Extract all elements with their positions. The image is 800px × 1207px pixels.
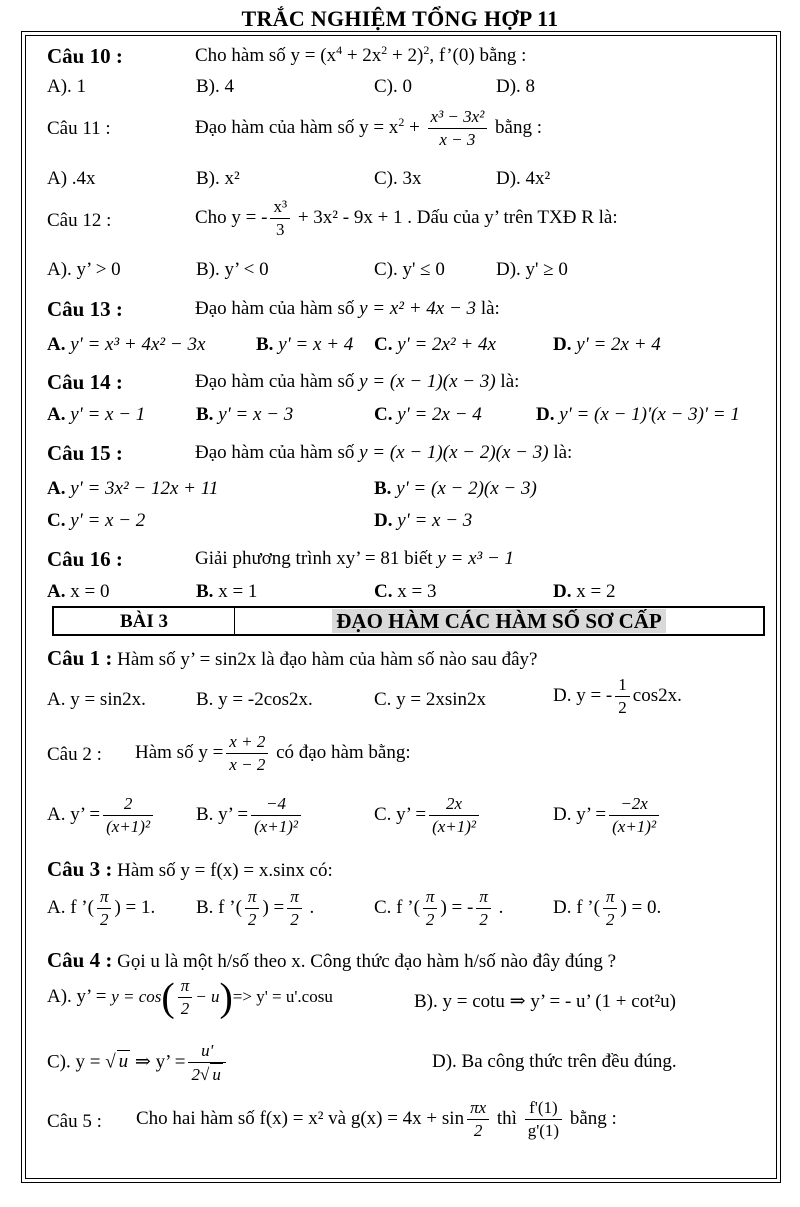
b3-option-b[interactable]: B. f ’( $\frac{\pi}{2}$ ) = $\frac{\pi}{2}$ . — [196, 887, 315, 929]
q13-option-a[interactable]: A. y' = x³ + 4x² − 3x — [47, 334, 206, 355]
question-11-label: Câu 11 : — [47, 118, 111, 139]
b4-option-b[interactable]: B). y = cotu ⇒ y’ = - u’ (1 + cot²u) — [414, 991, 677, 1012]
page-title: TRẮC NGHIỆM TỔNG HỢP 11 — [241, 6, 559, 31]
q10-option-d[interactable]: D). 8 — [496, 76, 536, 97]
b2-option-c[interactable]: C. y’ = $\frac{2x}{\text{(x+1)²}}$ — [374, 793, 482, 838]
section-header-table — [52, 606, 765, 636]
q16-option-c[interactable]: C. x = 3 — [374, 581, 437, 602]
b1-option-b[interactable]: B. y = -2cos2x. — [196, 689, 313, 710]
q11-option-d[interactable]: D). 4x² — [496, 168, 551, 189]
question-15: Câu 15 : Đạo hàm của hàm số y = (x − 1)(x − 2)(x − 3) là: — [47, 441, 573, 465]
q16-option-d[interactable]: D. x = 2 — [553, 581, 616, 602]
q16-option-b[interactable]: B. x = 1 — [196, 581, 258, 602]
question-12-label: Câu 12 : — [47, 210, 112, 231]
b4-option-c[interactable]: C). y = √ u ⇒ y’ = $\frac{u'}{2√ u}$ — [47, 1040, 229, 1086]
b2-option-a[interactable]: A. y’ = $\frac{2}{\text{(x+1)²}}$ — [47, 793, 156, 838]
q15-option-b[interactable]: B. y' = (x − 2)(x − 3) — [374, 478, 537, 499]
q10-option-c[interactable]: C). 0 — [374, 76, 412, 97]
q10-option-b[interactable]: B). 4 — [196, 76, 234, 97]
question-10: Câu 10 : Cho hàm số $y = (x^4 + 2x^2 + 2)^2$, f’(0) bằng : — [47, 43, 527, 68]
q11-option-a[interactable]: A) .4x — [47, 168, 96, 189]
question-13: Câu 13 : Đạo hàm của hàm số y = x² + 4x − 3 là: — [47, 297, 500, 321]
q14-option-b[interactable]: B. y' = x − 3 — [196, 404, 294, 425]
q12-option-a[interactable]: A). y’ > 0 — [47, 259, 121, 280]
q11-option-c[interactable]: C). 3x — [374, 168, 422, 189]
b3-option-a[interactable]: A. f ’( $\frac{\pi}{2}$ ) = 1. — [47, 887, 156, 929]
b3-question-3: Câu 3 : Hàm số y = f(x) = x.sinx có: — [47, 857, 333, 881]
q15-option-d[interactable]: D. y' = x − 3 — [374, 510, 473, 531]
b1-option-c[interactable]: C. y = 2xsin2x — [374, 689, 487, 710]
q13-option-b[interactable]: B. y' = x + 4 — [256, 334, 354, 355]
b4-option-d[interactable]: D). Ba công thức trên đều đúng. — [432, 1051, 677, 1072]
q16-option-a[interactable]: A. x = 0 — [47, 581, 110, 602]
q13-option-c[interactable]: C. y' = 2x² + 4x — [374, 334, 496, 355]
q13-option-d[interactable]: D. y' = 2x + 4 — [553, 334, 661, 355]
b1-option-d[interactable]: D. y = - $\frac{1}{2}$ cos2x. — [553, 675, 682, 717]
q12-option-c[interactable]: C). y' ≤ 0 — [374, 259, 445, 280]
b3-question-2-text: Hàm số y = $\frac{x + 2}{x - 2}$ có đạo hàm bằng: — [135, 732, 411, 774]
section-title: ĐẠO HÀM CÁC HÀM SỐ SƠ CẤP — [235, 608, 763, 634]
q15-option-a[interactable]: A. y' = 3x² − 12x + 11 — [47, 478, 219, 499]
q11-option-b[interactable]: B). x² — [196, 168, 240, 189]
question-16: Câu 16 : Giải phương trình xy’ = 81 biết y = x³ − 1 — [47, 547, 515, 571]
q15-option-c[interactable]: C. y' = x − 2 — [47, 510, 146, 531]
b3-question-1: Câu 1 : Hàm số y’ = sin2x là đạo hàm của hàm số nào sau đây? — [47, 646, 538, 670]
q14-option-d[interactable]: D. y' = (x − 1)'(x − 3)' = 1 — [536, 404, 740, 425]
q12-option-b[interactable]: B). y’ < 0 — [196, 259, 269, 280]
q14-option-c[interactable]: C. y' = 2x − 4 — [374, 404, 482, 425]
b3-question-4: Câu 4 : Gọi u là một h/số theo x. Công thức đạo hàm h/số nào đây đúng ? — [47, 948, 617, 972]
b3-question-2-label: Câu 2 : — [47, 744, 102, 765]
q12-option-d[interactable]: D). y' ≥ 0 — [496, 259, 568, 280]
b1-option-a[interactable]: A. y = sin2x. — [47, 689, 146, 710]
b4-option-a[interactable]: A). y’ = y = cos( $\frac{\pi}{2}$ − u)=> y' = u'.cosu — [47, 974, 333, 1020]
q14-option-a[interactable]: A. y' = x − 1 — [47, 404, 146, 425]
question-14: Câu 14 : Đạo hàm của hàm số y = (x − 1)(x − 3) là: — [47, 370, 520, 394]
b3-option-d[interactable]: D. f ’( $\frac{\pi}{2}$ ) = 0. — [553, 887, 662, 929]
b3-question-5-label: Câu 5 : — [47, 1111, 102, 1132]
b2-option-d[interactable]: D. y’ = $\frac{-2x}{\text{(x+1)²}}$ — [553, 793, 662, 838]
question-11-text: Đạo hàm của hàm số $y = x^2$ + $\frac{\text{x³ − 3x²}}{x - 3}$ bằng : — [195, 107, 543, 149]
q10-option-a[interactable]: A). 1 — [47, 76, 87, 97]
b3-option-c[interactable]: C. f ’( $\frac{\pi}{2}$ ) = - $\frac{\pi}{2}$ . — [374, 887, 504, 929]
b3-question-5-text: Cho hai hàm số f(x) = x² và g(x) = 4x + sin $\frac{\pi x}{2}$ thì $\frac{f'(1)}{g'(1)}$ bằng : — [136, 1098, 617, 1140]
question-12-text: Cho y = - $\frac{\text{x³}}{3}$ + 3x² - 9x + 1 . Dấu của y’ trên TXĐ R là: — [195, 197, 618, 239]
section-number: BÀI 3 — [54, 608, 235, 634]
b2-option-b[interactable]: B. y’ = $\frac{-4}{\text{(x+1)²}}$ — [196, 793, 304, 838]
